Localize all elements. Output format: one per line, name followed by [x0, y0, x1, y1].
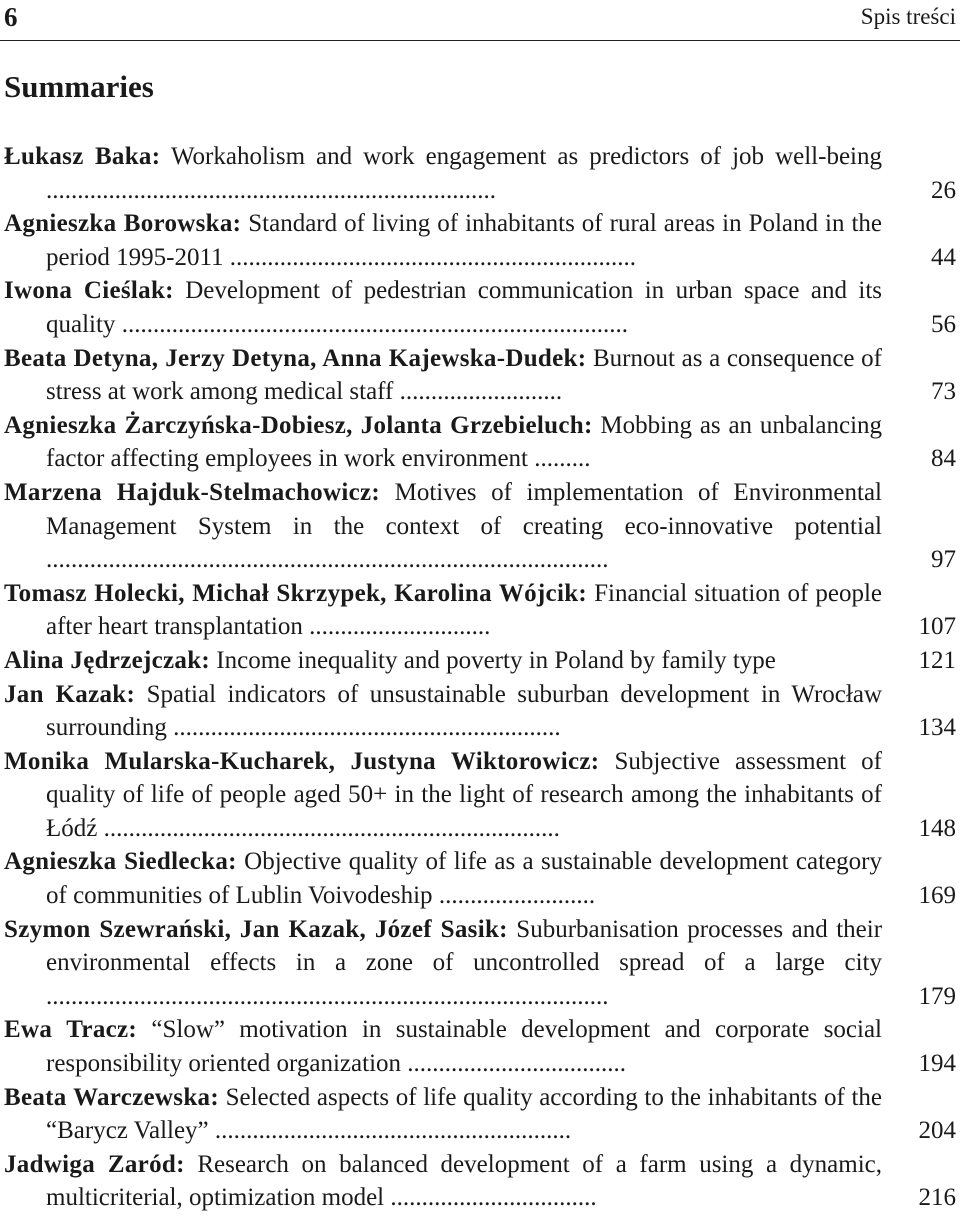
toc-entry-title: Financial situation of people after heart transplantation — [46, 579, 882, 641]
toc-entry-page-number: 134 — [918, 714, 956, 742]
toc-entry-leader: ......................................................... — [208, 1117, 572, 1145]
toc-entry-page-number: 148 — [918, 814, 956, 842]
toc-entry-leader: ......... — [528, 445, 591, 473]
toc-entry — [4, 1013, 956, 1080]
toc-entry-text — [4, 845, 882, 912]
toc-entry — [4, 476, 956, 577]
toc-entry-leader: .......................................................................................... — [46, 546, 609, 574]
toc-entry — [4, 577, 956, 644]
toc-entry-text — [4, 644, 882, 678]
toc-entry-authors: Jan Kazak: — [4, 680, 136, 708]
toc-entry-leader: ............................. — [302, 613, 491, 641]
toc-entry — [4, 1148, 956, 1215]
toc-entry-authors: Agnieszka Siedlecka: — [4, 848, 237, 876]
toc-entry-page-number: 179 — [918, 982, 956, 1010]
toc-entry-leader: ................................... — [401, 1050, 627, 1078]
toc-entry-page-number: 204 — [918, 1117, 956, 1145]
toc-entry-page-number: 216 — [918, 1184, 956, 1212]
toc-entry-authors: Agnieszka Borowska: — [4, 210, 242, 238]
toc-entry-leader: .............................................................. — [166, 714, 561, 742]
running-head: Spis treści — [860, 4, 956, 29]
toc-entry-title: Standard of living of inhabitants of rural areas in Poland in the period 1995-2011 — [46, 210, 882, 271]
toc-entry-page-number: 169 — [918, 882, 956, 910]
toc-entry-leader: ................................................................................. — [115, 310, 628, 338]
toc-entry — [4, 409, 956, 476]
toc-entry-authors: Alina Jędrzejczak: — [4, 646, 211, 674]
page-header — [0, 0, 960, 41]
toc-entry — [4, 140, 956, 207]
toc-entry-page-number: 194 — [918, 1050, 956, 1078]
toc-entry-authors: Iwona Cieślak: — [4, 277, 174, 305]
toc-entry-page-number: 56 — [931, 310, 956, 338]
toc-entry — [4, 1081, 956, 1148]
toc-entry-authors: Tomasz Holecki, Michał Skrzypek, Karolina Wójcik: — [4, 579, 588, 607]
toc-entry-text — [4, 745, 882, 846]
toc-entry-authors: Łukasz Baka: — [4, 143, 161, 170]
toc-entry-title: Mobbing as an unbalancing factor affecting employees in work environment — [46, 411, 883, 473]
page-number: 6 — [4, 2, 18, 32]
toc-entry-text — [4, 1013, 882, 1080]
toc-entry-page-number: 84 — [931, 445, 956, 473]
toc-entry-authors: Ewa Tracz: — [4, 1016, 138, 1044]
toc-entry-text — [4, 1081, 882, 1148]
toc-entry-page-number: 107 — [918, 613, 956, 641]
toc-entry-text — [4, 577, 882, 644]
toc-entry-leader: ........................................................................ — [46, 176, 496, 204]
toc-entry-text — [4, 207, 882, 274]
toc-entry-title: Subjective assessment of quality of life of people aged 50+ in the light of research among the inhabitants of Łódź — [46, 747, 883, 842]
toc-entry-page-number: 44 — [931, 243, 956, 271]
toc-entry-authors: Beata Detyna, Jerzy Detyna, Anna Kajewska-Dudek: — [4, 344, 587, 372]
toc-entry-leader: .......................................................................................... — [46, 982, 609, 1010]
toc-entry-text — [4, 342, 882, 409]
toc-entry-leader: ......................... — [432, 882, 596, 910]
toc-entry-text — [4, 913, 882, 1014]
toc-entry-title: Selected aspects of life quality according to the inhabitants of the “Barycz Valley” — [46, 1083, 882, 1145]
toc-entry-text — [4, 1148, 882, 1215]
toc-entry-authors: Agnieszka Żarczyńska-Dobiesz, Jolanta Grzebieluch: — [4, 411, 593, 439]
toc-entry-leader: ................................................................. — [223, 243, 637, 271]
toc-entry-text — [4, 476, 882, 577]
toc-entry-title: Motives of implementation of Environmental Management System in the context of creating eco-innovative potential — [46, 478, 883, 540]
toc-entry-title: Spatial indicators of unsustainable suburban development in Wrocław surrounding — [46, 680, 882, 742]
toc-entry-text — [4, 678, 882, 745]
table-of-contents — [4, 140, 956, 1215]
toc-entry — [4, 644, 956, 678]
toc-entry-authors: Szymon Szewrański, Jan Kazak, Józef Sasik: — [4, 915, 508, 943]
toc-entry-title: Income inequality and poverty in Poland by family type — [216, 646, 776, 674]
toc-entry-text — [4, 140, 882, 207]
toc-entry-title: Research on balanced development of a farm using a dynamic, multicriterial, optimization model — [46, 1150, 882, 1212]
toc-entry — [4, 745, 956, 846]
toc-entry — [4, 845, 956, 912]
toc-entry-page-number: 97 — [931, 546, 956, 574]
toc-entry-page-number: 73 — [931, 378, 956, 406]
toc-entry-leader: .......................... — [393, 378, 563, 406]
toc-entry-leader: ................................. — [384, 1184, 597, 1212]
toc-entry-authors: Marzena Hajduk-Stelmachowicz: — [4, 478, 380, 506]
toc-entry-authors: Monika Mularska-Kucharek, Justyna Wiktorowicz: — [4, 747, 600, 775]
toc-entry-page-number: 26 — [931, 176, 956, 204]
toc-entry-title: Suburbanisation processes and their environmental effects in a zone of uncontrolled spread of a large city — [46, 915, 883, 977]
toc-entry-title: Burnout as a consequence of stress at work among medical staff — [46, 344, 883, 406]
toc-entry-leader: ......................................................................... — [97, 814, 560, 842]
toc-entry-title: “Slow” motivation in sustainable development and corporate social responsibility oriented organization — [46, 1016, 883, 1078]
toc-entry — [4, 678, 956, 745]
toc-entry-authors: Jadwiga Zaród: — [4, 1150, 185, 1178]
toc-entry-text — [4, 409, 882, 476]
toc-entry-text — [4, 274, 882, 341]
section-title: Summaries — [4, 69, 154, 104]
toc-entry — [4, 342, 956, 409]
toc-entry-authors: Beata Warczewska: — [4, 1083, 219, 1111]
toc-entry — [4, 207, 956, 274]
toc-entry — [4, 274, 956, 341]
toc-entry — [4, 913, 956, 1014]
toc-entry-title: Objective quality of life as a sustainable development category of communities of Lublin Voivodeship — [46, 848, 882, 910]
toc-entry-page-number: 121 — [918, 646, 956, 674]
toc-entry-title: Workaholism and work engagement as predictors of job well-being — [170, 143, 882, 170]
toc-entry-title: Development of pedestrian communication in urban space and its quality — [46, 277, 883, 338]
